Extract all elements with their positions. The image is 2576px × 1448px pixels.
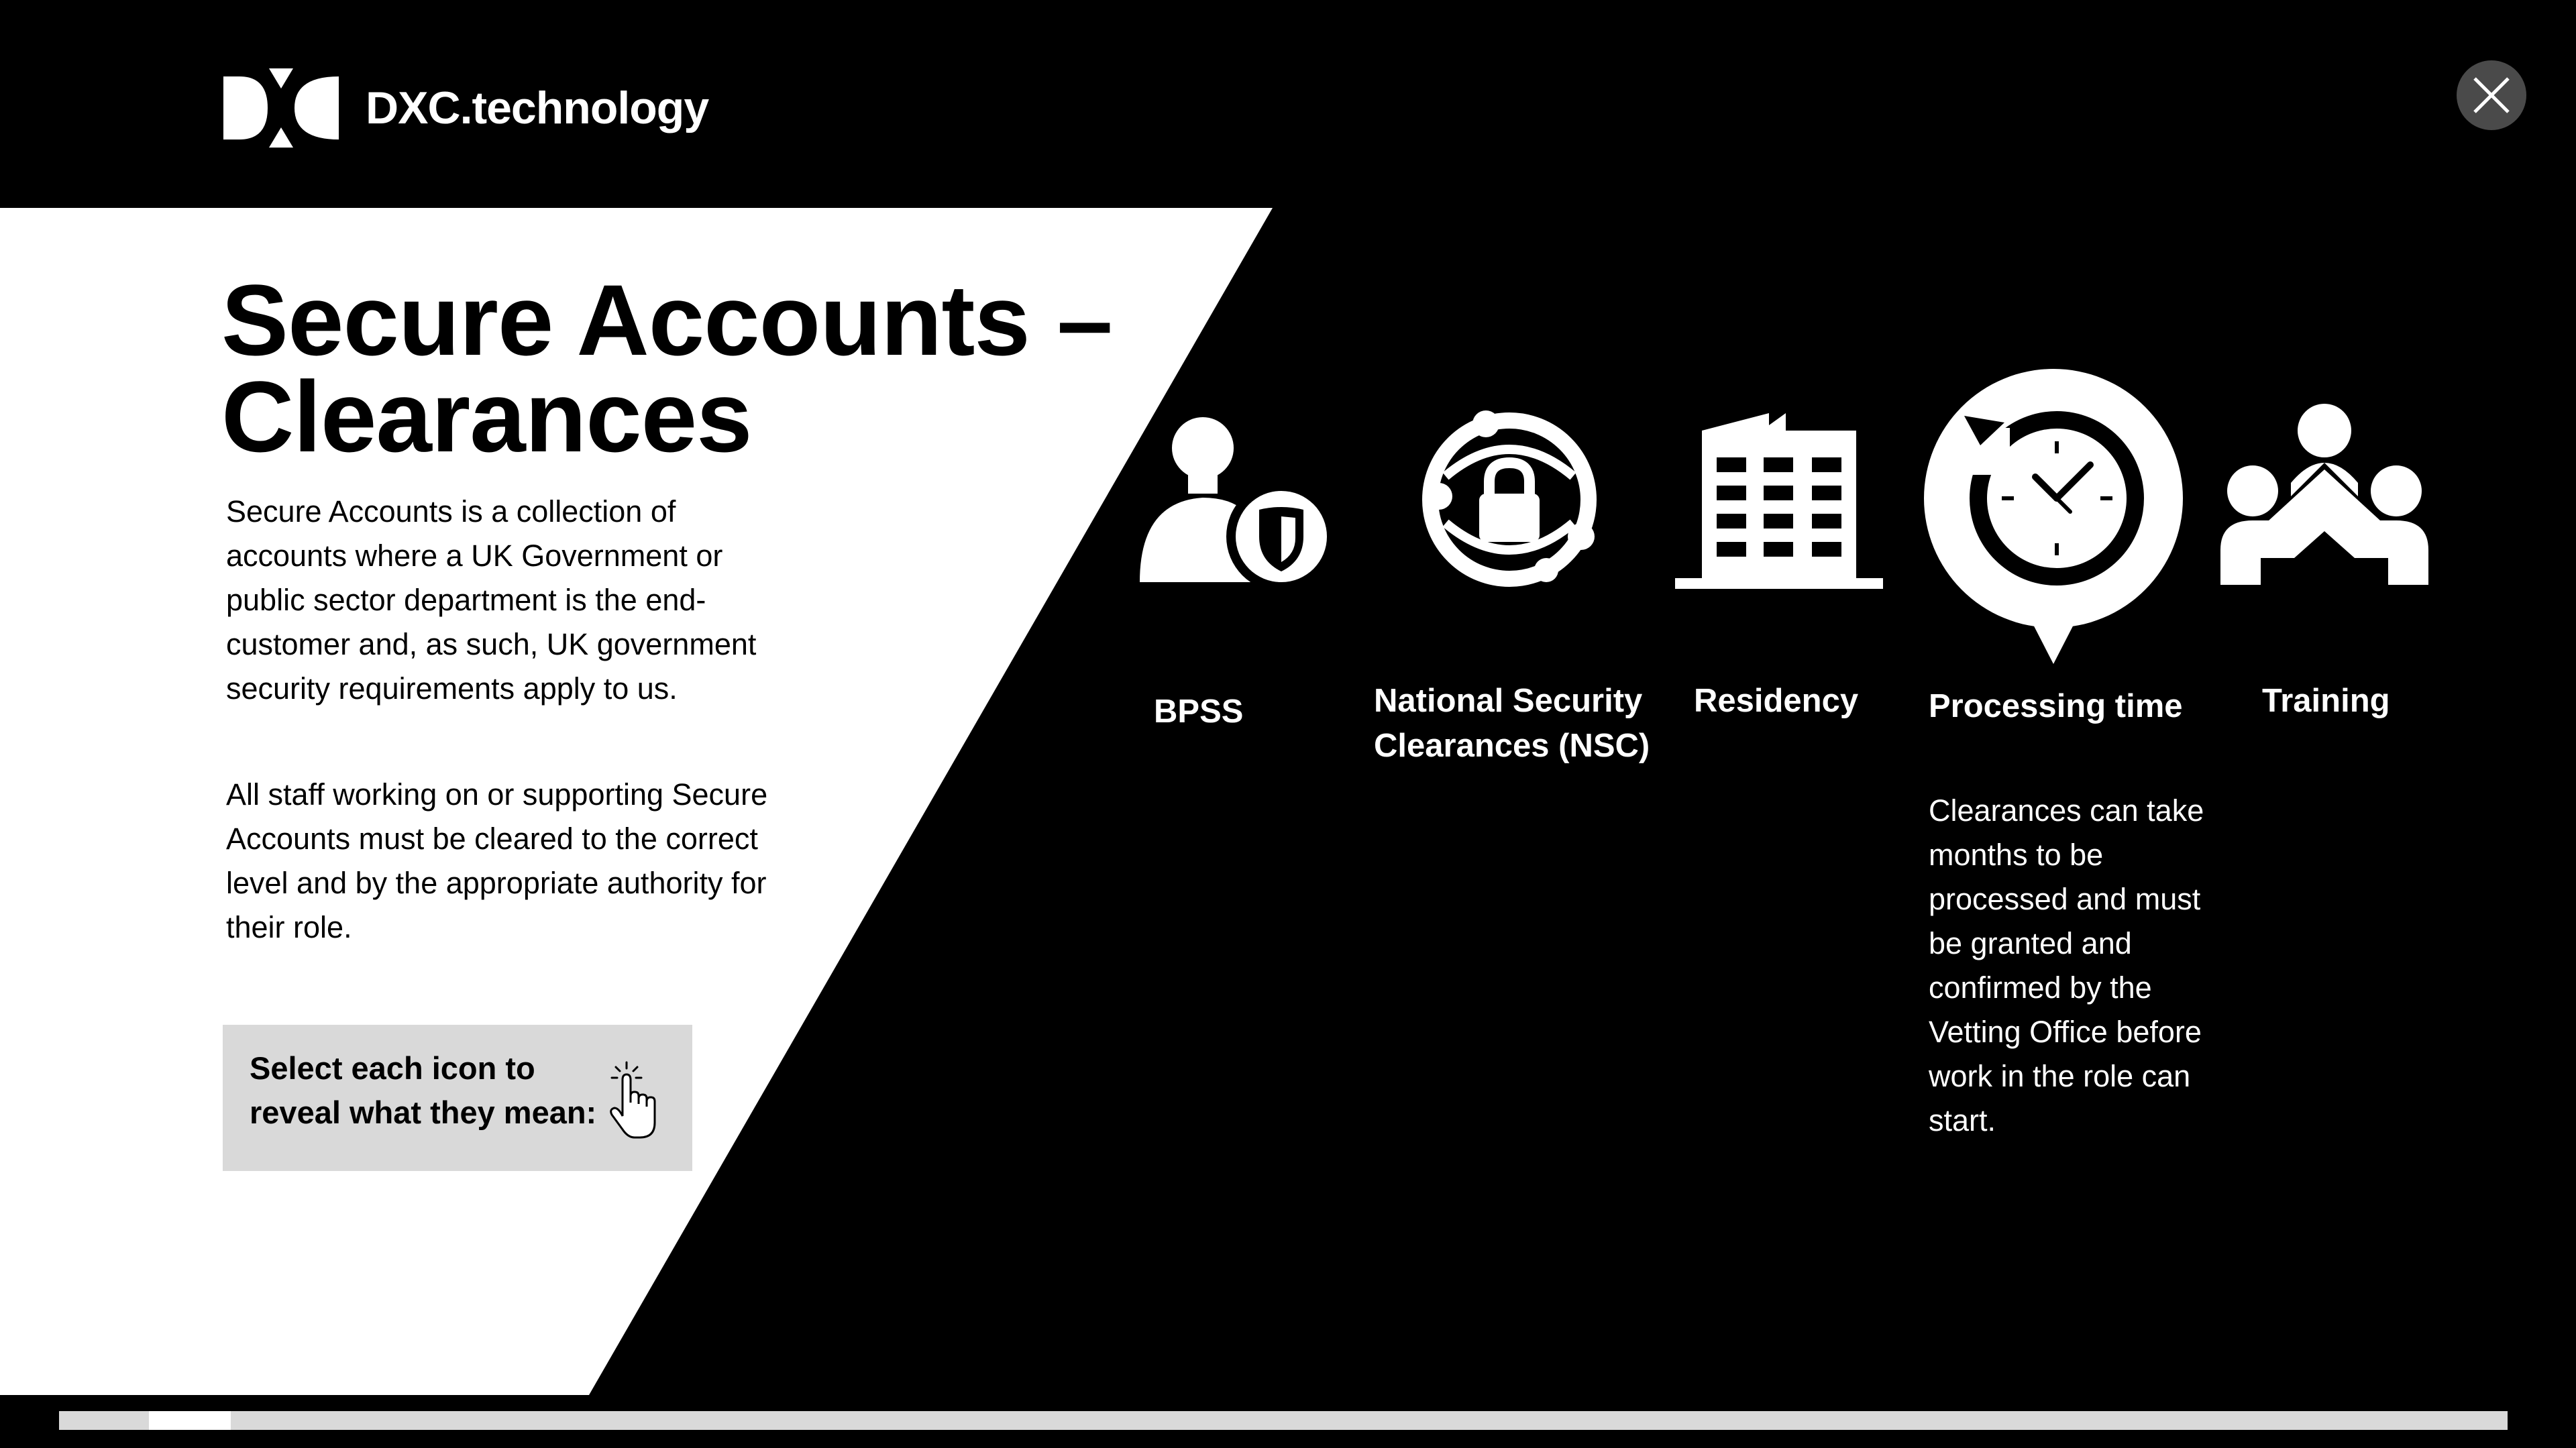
icon-option-training[interactable] — [2214, 402, 2442, 738]
person-shield-icon — [1137, 402, 1332, 597]
close-button[interactable] — [2457, 60, 2526, 130]
icon-label-nsc: National Security Clearances (NSC) — [1374, 683, 1650, 764]
intro-paragraph-1: Secure Accounts is a collection of accounts where a UK Government or public sector department is the end-customer and, as such, UK government security requirements apply to us. — [226, 494, 757, 706]
people-network-icon — [2220, 402, 2428, 597]
icon-option-nsc[interactable] — [1372, 402, 1667, 778]
globe-lock-icon — [1412, 402, 1607, 597]
pointing-hand-icon — [606, 1060, 671, 1141]
icon-detail-text: Clearances can take months to be processed and must be granted and confirmed by the Vetting Office before work in the role can start. — [1929, 793, 2204, 1137]
icon-label-bpss: BPSS — [1154, 693, 1244, 730]
page-title: Secure Accounts – Clearances — [221, 264, 1112, 473]
icon-label-processing-time: Processing time — [1929, 688, 2183, 724]
icon-label-training: Training — [2262, 683, 2390, 719]
intro-paragraph-2: All staff working on or supporting Secure Accounts must be cleared to the correct level and by the appropriate authority for their role. — [226, 777, 768, 944]
brand-name: DXC.technology — [366, 82, 709, 133]
icon-option-processing-time[interactable] — [1912, 368, 2200, 730]
progress-indicator — [149, 1411, 231, 1430]
icon-option-bpss[interactable] — [1137, 402, 1332, 738]
icon-label-residency: Residency — [1694, 683, 1859, 719]
instruction-text: Select each icon to reveal what they mean: — [250, 1050, 597, 1130]
building-icon — [1675, 410, 1883, 592]
clock-icon — [1923, 368, 2184, 664]
brand-logo — [223, 68, 708, 148]
progress-track — [59, 1411, 2508, 1430]
instruction-box — [223, 1025, 692, 1171]
icon-option-residency[interactable] — [1674, 402, 1888, 738]
close-icon — [2472, 76, 2511, 115]
header-bar — [0, 0, 2576, 208]
dxc-logo-icon — [223, 68, 339, 148]
